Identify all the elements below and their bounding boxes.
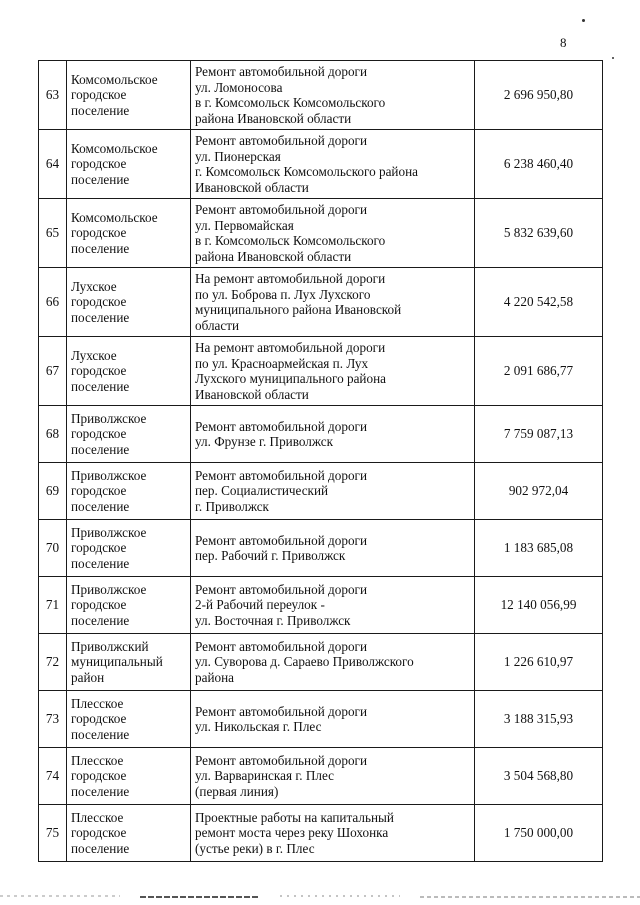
- amount-cell: 5 832 639,60: [475, 199, 603, 268]
- row-number: 69: [39, 463, 67, 520]
- table-row: [39, 199, 603, 268]
- municipality-cell: Лухское городское поселение: [67, 268, 191, 337]
- table-row: [39, 520, 603, 577]
- description-cell: Ремонт автомобильной дороги ул. Варваринская г. Плес (первая линия): [191, 748, 475, 805]
- table-row: [39, 337, 603, 406]
- row-number: 70: [39, 520, 67, 577]
- amount-cell: 1 226 610,97: [475, 634, 603, 691]
- municipality-cell: Плесское городское поселение: [67, 805, 191, 862]
- municipality-cell: Плесское городское поселение: [67, 691, 191, 748]
- row-number: 67: [39, 337, 67, 406]
- row-number: 66: [39, 268, 67, 337]
- amount-cell: 2 696 950,80: [475, 61, 603, 130]
- municipality-cell: Плесское городское поселение: [67, 748, 191, 805]
- road-repair-funding-table: [38, 60, 603, 862]
- amount-cell: 2 091 686,77: [475, 337, 603, 406]
- municipality-cell: Приволжское городское поселение: [67, 520, 191, 577]
- row-number: 72: [39, 634, 67, 691]
- table-row: [39, 268, 603, 337]
- description-cell: Ремонт автомобильной дороги ул. Пионерская г. Комсомольск Комсомольского района Ивановской области: [191, 130, 475, 199]
- amount-cell: 1 750 000,00: [475, 805, 603, 862]
- table-row: [39, 577, 603, 634]
- table-row: [39, 406, 603, 463]
- description-cell: На ремонт автомобильной дороги по ул. Боброва п. Лух Лухского муниципального района Ивановской области: [191, 268, 475, 337]
- municipality-cell: Приволжское городское поселение: [67, 463, 191, 520]
- scan-speck: [582, 19, 585, 22]
- scan-edge-noise: [0, 893, 640, 901]
- municipality-cell: Приволжское городское поселение: [67, 406, 191, 463]
- row-number: 63: [39, 61, 67, 130]
- description-cell: Ремонт автомобильной дороги ул. Фрунзе г. Приволжск: [191, 406, 475, 463]
- amount-cell: 1 183 685,08: [475, 520, 603, 577]
- description-cell: На ремонт автомобильной дороги по ул. Красноармейская п. Лух Лухского муниципального района Ивановской области: [191, 337, 475, 406]
- row-number: 68: [39, 406, 67, 463]
- description-cell: Ремонт автомобильной дороги пер. Рабочий г. Приволжск: [191, 520, 475, 577]
- municipality-cell: Лухское городское поселение: [67, 337, 191, 406]
- description-cell: Ремонт автомобильной дороги ул. Первомайская в г. Комсомольск Комсомольского района Ивановской области: [191, 199, 475, 268]
- description-cell: Ремонт автомобильной дороги ул. Суворова д. Сараево Приволжского района: [191, 634, 475, 691]
- scan-speck: [612, 57, 614, 59]
- amount-cell: 902 972,04: [475, 463, 603, 520]
- table-row: [39, 748, 603, 805]
- page-number: 8: [560, 35, 567, 50]
- table-row: [39, 61, 603, 130]
- table-row: [39, 634, 603, 691]
- amount-cell: 12 140 056,99: [475, 577, 603, 634]
- amount-cell: 3 504 568,80: [475, 748, 603, 805]
- municipality-cell: Приволжское городское поселение: [67, 577, 191, 634]
- municipality-cell: Приволжский муниципальный район: [67, 634, 191, 691]
- description-cell: Проектные работы на капитальный ремонт моста через реку Шохонка (устье реки) в г. Плес: [191, 805, 475, 862]
- table-row: [39, 463, 603, 520]
- description-cell: Ремонт автомобильной дороги ул. Никольская г. Плес: [191, 691, 475, 748]
- amount-cell: 6 238 460,40: [475, 130, 603, 199]
- description-cell: Ремонт автомобильной дороги пер. Социалистический г. Приволжск: [191, 463, 475, 520]
- row-number: 73: [39, 691, 67, 748]
- municipality-cell: Комсомольское городское поселение: [67, 130, 191, 199]
- row-number: 64: [39, 130, 67, 199]
- amount-cell: 4 220 542,58: [475, 268, 603, 337]
- table-row: [39, 130, 603, 199]
- amount-cell: 3 188 315,93: [475, 691, 603, 748]
- municipality-cell: Комсомольское городское поселение: [67, 61, 191, 130]
- description-cell: Ремонт автомобильной дороги 2-й Рабочий переулок - ул. Восточная г. Приволжск: [191, 577, 475, 634]
- amount-cell: 7 759 087,13: [475, 406, 603, 463]
- description-cell: Ремонт автомобильной дороги ул. Ломоносова в г. Комсомольск Комсомольского района Ивановской области: [191, 61, 475, 130]
- row-number: 74: [39, 748, 67, 805]
- table-row: [39, 691, 603, 748]
- row-number: 71: [39, 577, 67, 634]
- municipality-cell: Комсомольское городское поселение: [67, 199, 191, 268]
- row-number: 75: [39, 805, 67, 862]
- row-number: 65: [39, 199, 67, 268]
- table-row: [39, 805, 603, 862]
